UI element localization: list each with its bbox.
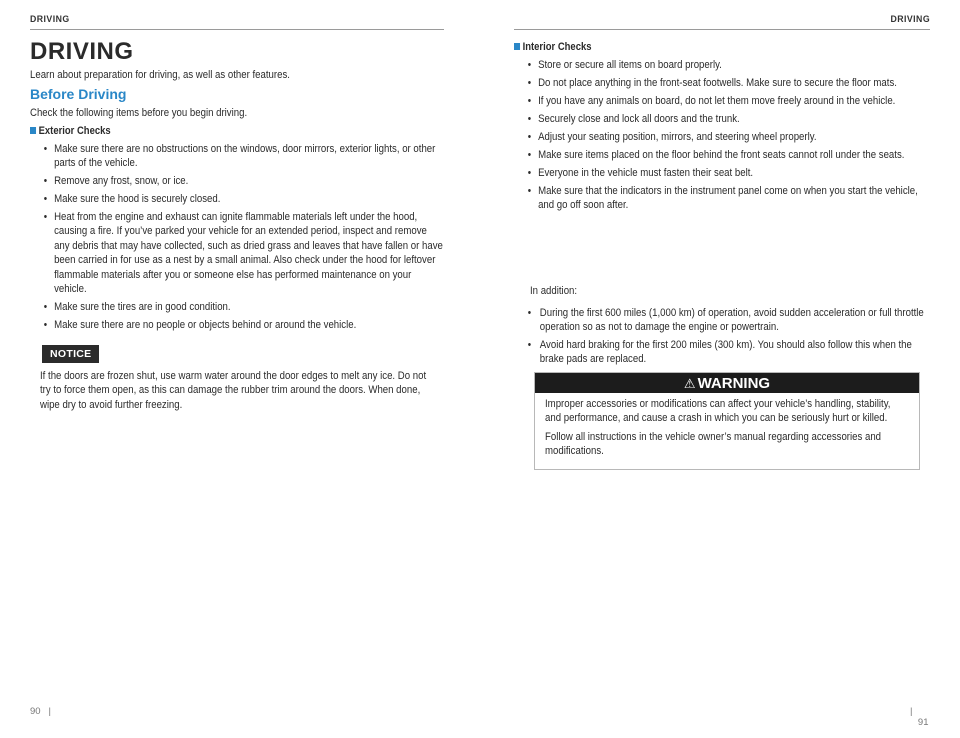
running-head: DRIVING	[890, 14, 930, 25]
list-item: • Make sure there are no obstructions on the windows, door mirrors, exterior lights, or other parts of the vehicle.	[43, 142, 436, 169]
list-item: • Store or secure all items on board properly.	[527, 58, 722, 71]
section-heading: Before Driving	[30, 86, 127, 102]
warning-box	[534, 372, 920, 470]
warning-label: WARNING	[697, 375, 771, 392]
notice-badge: NOTICE	[42, 345, 99, 363]
bullet-dot: •	[43, 301, 48, 314]
page-number-right: | 91	[910, 706, 929, 728]
bullet-dot: •	[527, 130, 532, 143]
exterior-checks-heading	[30, 124, 445, 138]
page-number-left: 90 |	[30, 706, 51, 717]
list-item: • Make sure there are no people or objects behind or around the vehicle.	[43, 319, 357, 332]
interior-checks	[514, 40, 931, 212]
list-item: • Heat from the engine and exhaust can ignite flammable materials left under the hood, causing a fire. If you’ve parked your vehicle for an extended period, inspect and remove any debris that may have collected, such as dried grass and leaves that have fallen or have been carried in for use as a nest by a small animal. Also check under the hood for leftover flammable materials after you or someone else has performed maintenance on your vehicle.	[43, 211, 443, 296]
bullet-dot: •	[527, 76, 532, 89]
list-item: • Make sure that the indicators in the instrument panel come on when you start the vehicle, and go off soon after.	[527, 184, 918, 211]
bullet-dot: •	[527, 184, 532, 197]
list-item: • If you have any animals on board, do not let them move freely around in the vehicle.	[527, 94, 896, 107]
bullet-dot: •	[527, 148, 532, 161]
bullet-dot: •	[43, 193, 48, 205]
warning-body	[535, 393, 919, 469]
addition-list	[514, 306, 931, 367]
bullet-dot: •	[43, 142, 48, 155]
list-item: • Remove any frost, snow, or ice.	[43, 175, 189, 187]
check-intro-text: Check the following items before you begin driving.	[30, 107, 248, 119]
header-rule	[514, 29, 930, 30]
list-item: • Adjust your seating position, mirrors, and steering wheel properly.	[527, 130, 817, 143]
blue-square-icon	[30, 127, 36, 134]
notice-text: If the doors are frozen shut, use warm water around the door edges to melt any ice. Do not try to force them open, as this can damage the rubber trim around the doors. When done, wipe dry to avoid further freezing.	[40, 370, 427, 411]
warning-header	[535, 373, 919, 393]
running-head: DRIVING	[30, 14, 70, 25]
bullet-dot: •	[527, 94, 532, 107]
list-item: • Do not place anything in the front-seat footwells. Make sure to secure the floor mats.	[527, 76, 897, 89]
list-item: • Make sure items placed on the floor behind the front seats cannot roll under the seats.	[527, 148, 905, 161]
header-rule	[30, 29, 444, 30]
list-item: • Make sure the tires are in good condition.	[43, 301, 231, 314]
page-title: DRIVING	[30, 38, 134, 65]
bullet-dot: •	[527, 339, 532, 351]
in-addition-label: In addition:	[530, 285, 578, 297]
bullet-dot: •	[43, 211, 48, 223]
interior-checks-heading	[514, 40, 931, 54]
exterior-checks	[30, 124, 445, 332]
list-item: • During the first 600 miles (1,000 km) of operation, avoid sudden acceleration or full throttle operation so as not to damage the engine or powertrain.	[527, 306, 924, 333]
right-page	[514, 0, 930, 738]
left-page	[30, 0, 444, 738]
bullet-dot: •	[527, 58, 532, 71]
warning-paragraph: Improper accessories or modifications can affect your vehicle’s handling, stability, and performance, and cause a crash in which you can be seriously hurt or killed.	[545, 398, 891, 425]
list-item: • Make sure the hood is securely closed.	[43, 193, 221, 205]
blue-square-icon	[514, 43, 520, 50]
interior-checks-list	[514, 58, 931, 213]
warning-triangle-icon: ⚠	[683, 376, 696, 391]
list-item: • Avoid hard braking for the first 200 miles (300 km). You should also follow this when the brake pads are replaced.	[527, 339, 912, 366]
bullet-dot: •	[527, 166, 532, 179]
bullet-dot: •	[527, 306, 532, 319]
additional-items	[514, 302, 931, 367]
bullet-dot: •	[43, 175, 48, 187]
interior-checks-label: Interior Checks	[522, 41, 592, 53]
exterior-checks-label: Exterior Checks	[38, 125, 111, 137]
bullet-dot: •	[43, 319, 48, 332]
list-item: • Everyone in the vehicle must fasten their seat belt.	[527, 166, 754, 179]
warning-paragraph: Follow all instructions in the vehicle owner’s manual regarding accessories and modifications.	[545, 430, 882, 458]
exterior-checks-list	[30, 142, 445, 333]
intro-text: Learn about preparation for driving, as well as other features.	[30, 69, 290, 81]
bullet-dot: •	[527, 112, 532, 125]
list-item: • Securely close and lock all doors and the trunk.	[527, 112, 740, 125]
